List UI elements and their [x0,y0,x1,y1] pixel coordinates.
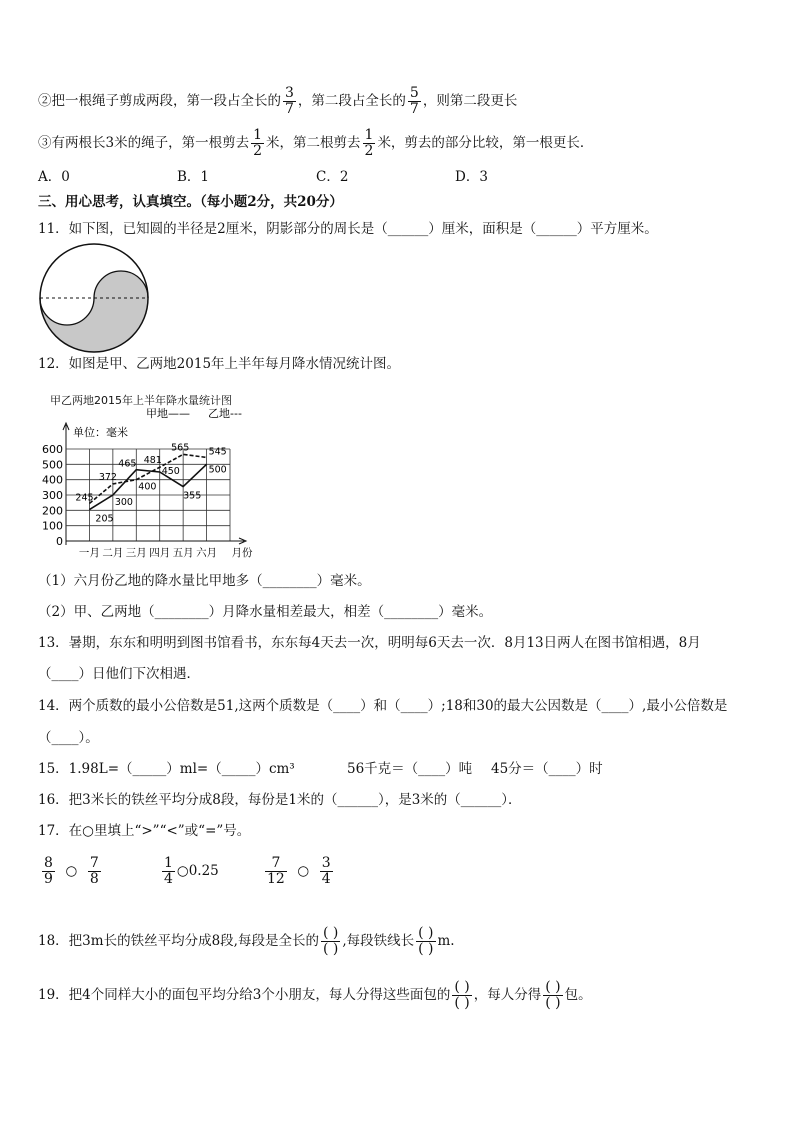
x-tick-label: 二月 [102,547,124,559]
data-label: 400 [138,481,157,493]
y-tick-label: 400 [42,473,63,487]
question-12-2: （2）甲、乙两地（________）月降水量相差最大，相差（________）毫米。 [38,604,493,620]
x-tick-label: 五月 [172,547,194,559]
compare-2: $\frac{1}{4}$ ○0.25 [164,855,219,887]
fraction: $\frac{3}{7}$ [285,85,294,117]
question-11: 11．如下图，已知圆的半径是2厘米，阴影部分的周长是（______）厘米，面积是（______）平方厘米。 [38,221,658,237]
question-13-line-2: （____）日他们下次相遇． [38,666,200,682]
q10-statement-3: ③有两根长3米的绳子，第一根剪去 $\frac{1}{2}$ 米，第二根剪去 $\frac{1}{2}$ 米，剪去的部分比较，第一根更长． [38,127,594,159]
option-c[interactable]: C．2 [316,169,349,185]
y-tick-label: 600 [42,443,63,456]
blank-fraction[interactable]: $\frac{( )}{( )}$ [454,979,470,1011]
compare-circle[interactable]: ○ [65,863,78,879]
chart-title: 甲乙两地2015年上半年降水量统计图 [50,394,232,407]
question-14-line-1: 14．两个质数的最小公倍数是51,这两个质数是（____）和（____）;18和30的最大公因数是（____）,最小公倍数是 [38,698,728,714]
compare-circle[interactable]: ○ [297,863,310,879]
legend-a: 甲地—— [146,407,190,420]
option-b[interactable]: B．1 [177,169,210,185]
rainfall-chart [36,405,266,560]
question-19: 19．把4个同样大小的面包平均分给3个小朋友，每人分得这些面包的 $\frac{( )}{( )}$ ，每人分得 $\frac{( )}{( )}$ 包。 [38,979,592,1011]
data-label: 465 [118,458,137,470]
y-tick-label: 300 [42,489,63,502]
question-15-c: 45分＝（____）时 [491,761,603,777]
x-tick-label: 四月 [149,547,171,559]
data-label: 450 [161,466,180,477]
x-tick-label: 六月 [196,547,218,559]
question-12-1: （1）六月份乙地的降水量比甲地多（________）毫米。 [38,573,371,589]
legend-b: 乙地--- [208,407,242,420]
data-label: 245 [75,492,94,504]
option-a[interactable]: A．0 [38,169,70,185]
compare-1: $\frac{8}{9}$ ○ $\frac{7}{8}$ [44,855,99,887]
question-18: 18．把3m长的铁丝平均分成8段,每段是全长的 $\frac{( )}{( )}$ ,每段铁线长 $\frac{( )}{( )}$ m. [38,925,455,957]
data-label: 565 [171,442,190,454]
y-tick-label: 100 [42,519,63,533]
y-tick-label: 200 [42,504,63,518]
data-label: 481 [143,455,162,467]
data-label: 205 [95,513,114,525]
data-label: 372 [98,471,117,483]
data-label: 300 [114,497,133,508]
section-heading: 三、用心思考，认真填空。（每小题2分，共20分） [38,194,343,210]
compare-3: $\frac{7}{12}$ ○ $\frac{3}{4}$ [267,855,331,887]
y-tick-label: 500 [42,458,63,472]
circle-figure [36,240,152,356]
question-17: 17．在○里填上“>”“<”或“=”号。 [38,823,251,839]
option-d[interactable]: D．3 [455,169,488,185]
fraction: $\frac{1}{2}$ [253,127,263,159]
blank-fraction[interactable]: $\frac{( )}{( )}$ [545,979,561,1011]
unit-label: 单位：毫米 [73,426,128,439]
question-14-line-2: （____）。 [38,730,99,746]
compare-circle[interactable]: ○ [176,863,189,879]
q10-statement-2: ②把一根绳子剪成两段，第一段占全长的 $\frac{3}{7}$ ，第二段占全长的 $\frac{5}{7}$ ，则第二段更长 [38,85,518,117]
question-15-a: 15．1.98L=（_____）ml=（_____）cm³ [38,761,295,777]
question-13-line-1: 13．暑期，东东和明明到图书馆看书，东东每4天去一次，明明每6天去一次．8月13日两人在图书馆相遇，8月 [38,635,701,651]
question-15-b: 56千克＝（____）吨 [347,761,473,777]
y-tick-label: 0 [56,535,63,548]
blank-fraction[interactable]: $\frac{( )}{( )}$ [322,925,339,957]
x-tick-label: 一月 [78,547,100,559]
shaded-region [40,271,148,352]
data-label: 500 [208,464,227,476]
question-16: 16．把3米长的铁丝平均分成8段，每份是1米的（______），是3米的（______）． [38,792,522,808]
fraction: $\frac{1}{2}$ [364,127,374,159]
blank-fraction[interactable]: $\frac{( )}{( )}$ [418,925,434,957]
x-axis-label: 月份 [231,547,253,559]
question-12: 12．如图是甲、乙两地2015年上半年每月降水情况统计图。 [38,356,401,372]
data-label: 355 [183,490,202,502]
fraction: $\frac{5}{7}$ [409,85,419,117]
data-label: 545 [208,446,227,458]
x-tick-label: 三月 [125,547,147,559]
